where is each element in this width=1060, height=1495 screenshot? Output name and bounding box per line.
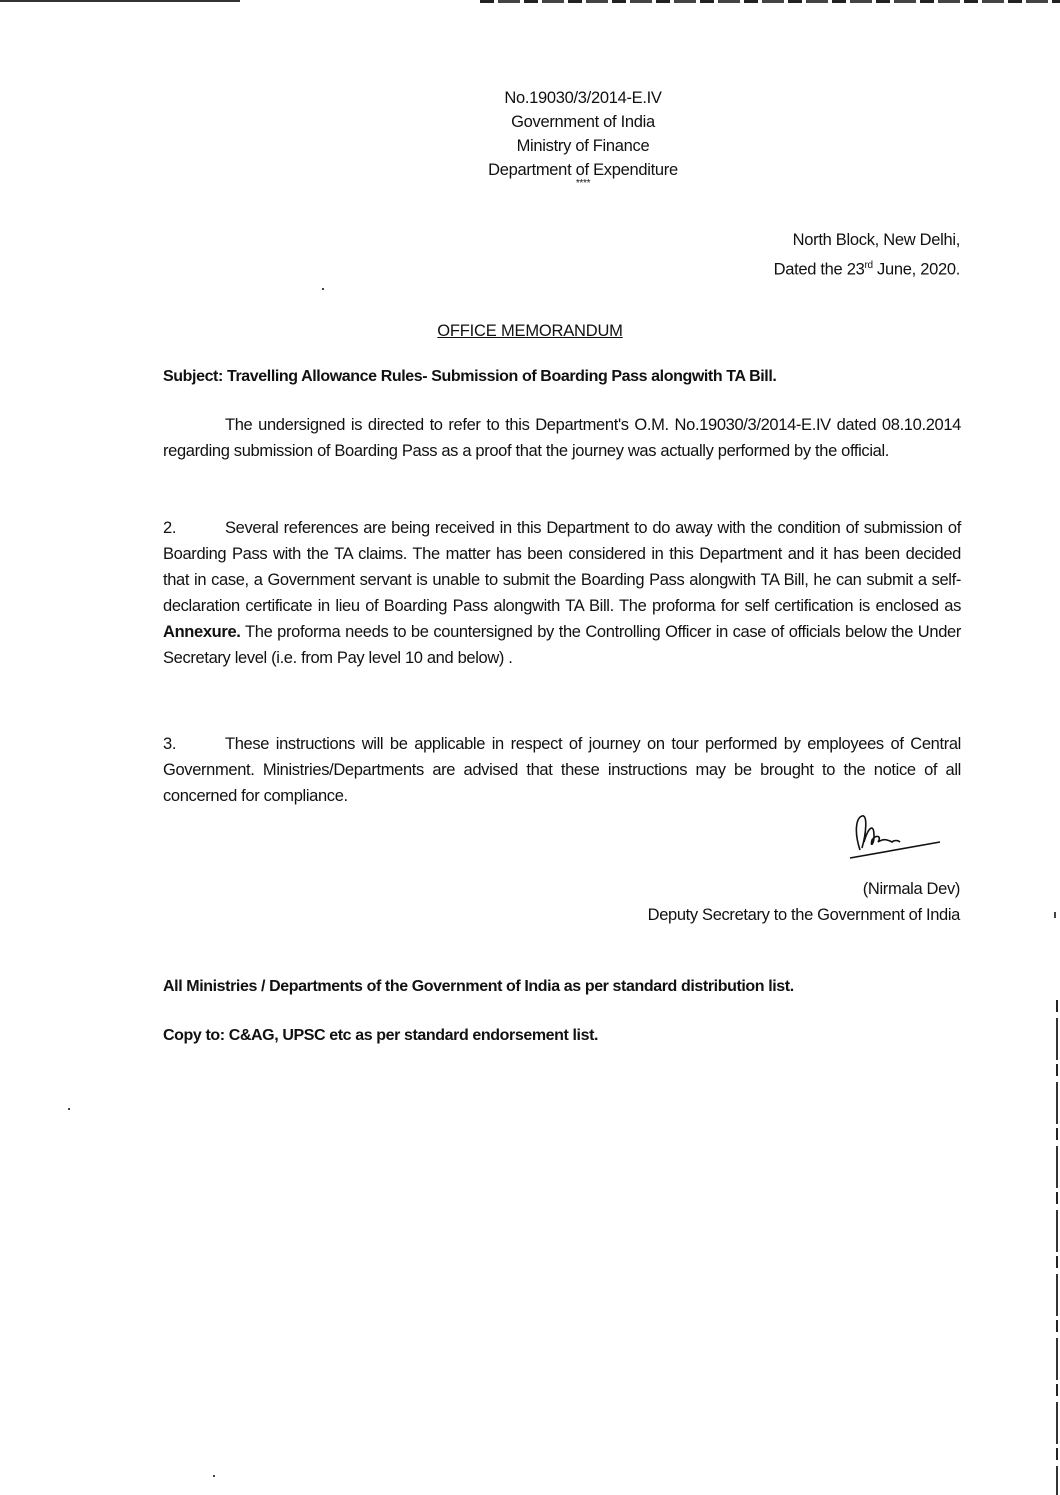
letterhead (430, 86, 736, 189)
annexure-reference: Annexure. (163, 623, 241, 641)
distribution-line: All Ministries / Departments of the Government of India as per standard distribution list. (163, 978, 794, 995)
scan-speck (213, 1475, 215, 1477)
date-ordinal: rd (864, 260, 873, 271)
signatory-block (648, 876, 960, 928)
place-date-block (774, 228, 960, 283)
separator: **** (575, 178, 591, 189)
signatory-name: (Nirmala Dev) (862, 880, 960, 898)
reference-number: No.19030/3/2014-E.IV (504, 89, 662, 107)
paragraph-number: 3. (163, 735, 177, 753)
scan-edge-top-left (0, 0, 240, 2)
paragraph-2 (163, 515, 961, 671)
scan-edge-top-right (480, 0, 1060, 3)
date (774, 253, 960, 283)
signatory-designation: Deputy Secretary to the Government of India (647, 906, 960, 924)
copy-to-line: Copy to: C&AG, UPSC etc as per standard endorsement list. (163, 1027, 599, 1044)
paragraph-number: 2. (163, 519, 177, 537)
memo-title (0, 322, 1060, 341)
date-rest: June, 2020. (872, 260, 960, 279)
signature-icon (840, 812, 950, 862)
paragraph-text: The proforma needs to be countersigned by the Controlling Officer in case of officials below the Under Secretary level (i.e. from Pay level 10 and below) . (163, 623, 961, 667)
scan-speck (1054, 912, 1056, 918)
scan-edge-right (1056, 1000, 1058, 1495)
date-prefix: Dated the 23 (773, 260, 865, 279)
memo-title-text: OFFICE MEMORANDUM (437, 322, 623, 340)
government-name: Government of India (511, 113, 655, 131)
paragraph-text: Several references are being received in this Department to do away with the condition of submission of Boarding Pass with the TA claims. The matter has been considered in this Department and it has been decided that in case, a Government servant is unable to submit the Boarding Pass alongwith TA Bill, he can submit a self-declaration certificate in lieu of Boarding Pass alongwith TA Bill. The proforma for self certification is enclosed as (163, 519, 961, 615)
ministry-name: Ministry of Finance (516, 137, 650, 155)
paragraph-1: The undersigned is directed to refer to this Department's O.M. No.19030/3/2014-E.IV dated 08.10.2014 regarding submission of Boarding Pass as a proof that the journey was actually performed by the official. (163, 416, 961, 460)
place: North Block, New Delhi, (792, 231, 960, 249)
subject-line: Subject: Travelling Allowance Rules- Submission of Boarding Pass alongwith TA Bill. (163, 368, 777, 385)
scan-speck (68, 1108, 70, 1110)
department-name: Department of Expenditure (488, 161, 678, 179)
paragraph-text: These instructions will be applicable in respect of journey on tour performed by employees of Central Government. Ministries/Departments are advised that these instructions may be brought to the notice of all concerned for compliance. (163, 735, 961, 805)
scan-speck (322, 288, 324, 290)
paragraph-3 (163, 731, 961, 809)
